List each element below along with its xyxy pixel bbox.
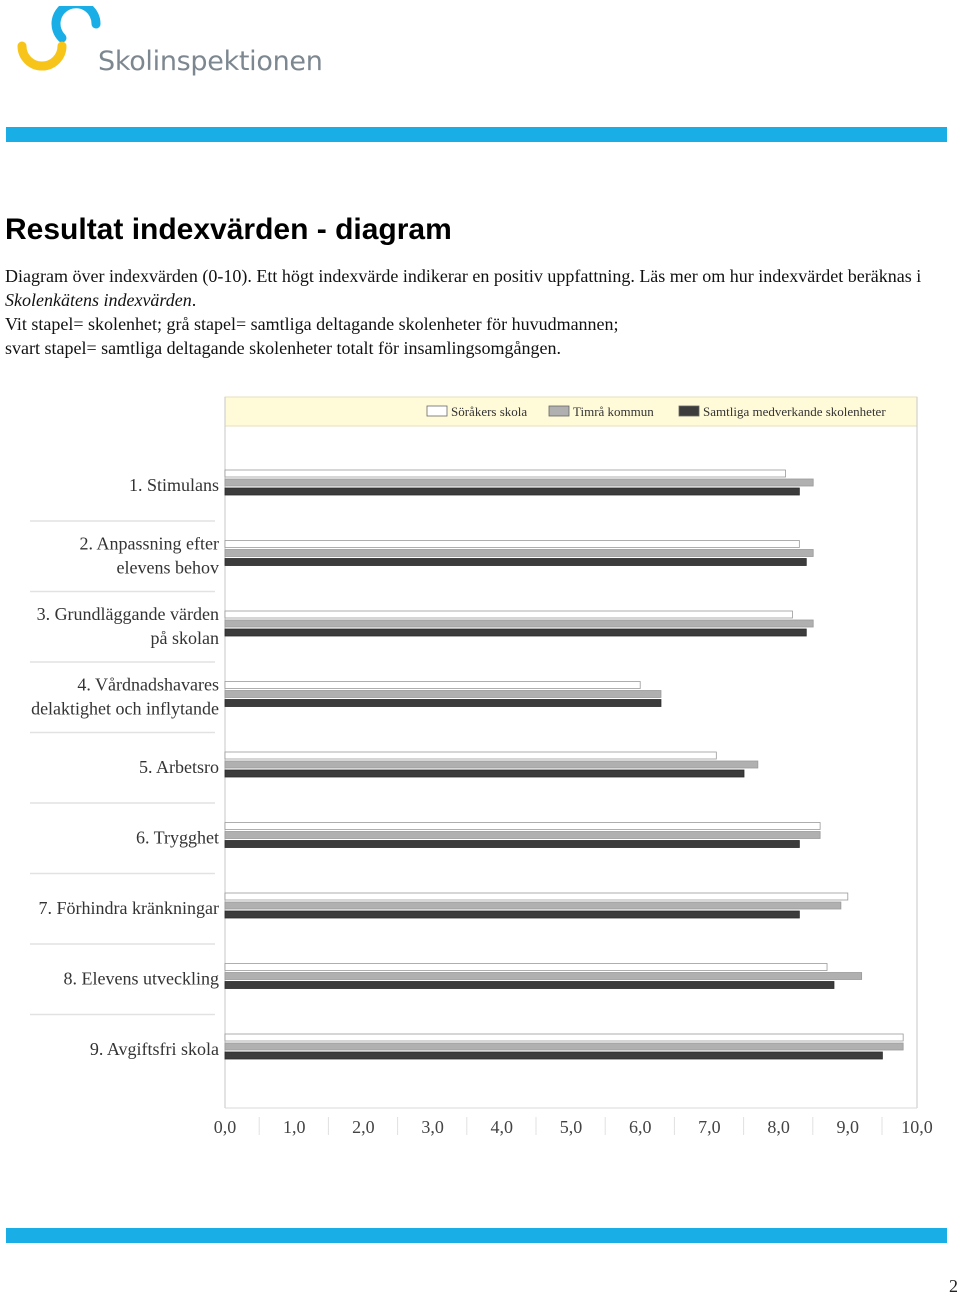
x-tick-label-0: 0,0 — [213, 1117, 237, 1137]
logo-text: Skolinspektionen — [98, 46, 323, 77]
bar-3-3 — [225, 629, 806, 636]
x-tick-label-7: 7,0 — [698, 1117, 721, 1137]
category-label-7: 7. Förhindra kränkningar — [38, 898, 219, 918]
legend-swatch-2 — [549, 406, 569, 416]
bar-7-2 — [225, 902, 841, 909]
bar-5-3 — [225, 770, 744, 777]
bar-8-1 — [225, 964, 827, 971]
logo-blue-arc — [56, 6, 96, 38]
bar-8-3 — [225, 982, 834, 989]
bar-6-2 — [225, 832, 820, 839]
bar-2-1 — [225, 541, 799, 548]
bar-9-1 — [225, 1034, 903, 1041]
bar-3-1 — [225, 611, 792, 618]
intro-paragraph-2: Vit stapel= skolenhet; grå stapel= samtliga deltagande skolenheter för huvudmannen; — [5, 314, 619, 334]
x-tick-label-1: 1,0 — [282, 1117, 306, 1137]
category-label-5: 5. Arbetsro — [139, 757, 219, 777]
category-label-3-line-1: 3. Grundläggande värden — [36, 604, 219, 624]
bar-6-1 — [225, 823, 820, 830]
bar-9-3 — [225, 1052, 882, 1059]
legend-label-2: Timrå kommun — [573, 404, 654, 419]
legend-label-1: Söråkers skola — [451, 404, 528, 419]
index-chart — [0, 390, 960, 1150]
footer-band — [6, 1228, 947, 1243]
bar-3-2 — [225, 620, 813, 627]
category-label-2-line-2: elevens behov — [116, 557, 219, 578]
x-tick-label-3: 3,0 — [421, 1117, 444, 1137]
x-tick-label-4: 4,0 — [490, 1117, 514, 1137]
category-label-6: 6. Trygghet — [135, 827, 219, 848]
intro-paragraph-3: svart stapel= samtliga deltagande skolenheter totalt för insamlingsomgången. — [5, 338, 562, 358]
bar-1-2 — [225, 479, 813, 486]
x-tick-label-10: 10,0 — [901, 1117, 933, 1137]
bar-2-3 — [225, 559, 806, 566]
legend-swatch-1 — [427, 406, 447, 416]
header-band — [6, 127, 947, 142]
bar-6-3 — [225, 841, 799, 848]
category-label-8: 8. Elevens utveckling — [63, 968, 219, 989]
category-label-3-line-2: på skolan — [150, 628, 219, 648]
bar-4-2 — [225, 691, 661, 698]
legend-label-3: Samtliga medverkande skolenheter — [703, 404, 886, 419]
bar-8-2 — [225, 973, 862, 980]
category-label-4-line-1: 4. Vårdnadshavares — [77, 674, 219, 695]
x-tick-label-6: 6,0 — [628, 1117, 652, 1137]
bar-4-3 — [225, 700, 661, 707]
bar-9-2 — [225, 1043, 903, 1050]
x-tick-label-5: 5,0 — [559, 1117, 583, 1137]
chart-svg — [0, 390, 960, 1150]
x-tick-label-9: 9,0 — [836, 1117, 860, 1137]
legend-swatch-3 — [679, 406, 699, 416]
bar-4-1 — [225, 682, 640, 689]
intro-line-1: Diagram över indexvärden (0-10). Ett högt indexvärde indikerar en positiv uppfattning. Läs mer om hur indexvärdet beräknas i — [5, 266, 922, 286]
x-tick-label-2: 2,0 — [352, 1117, 375, 1137]
category-label-2-line-1: 2. Anpassning efter — [79, 533, 219, 554]
bar-2-2 — [225, 550, 813, 557]
intro-reference: Skolenkätens indexvärden — [5, 290, 192, 310]
category-label-9: 9. Avgiftsfri skola — [89, 1039, 219, 1059]
bar-1-3 — [225, 488, 799, 495]
intro-paragraph-1 — [5, 264, 955, 312]
logo — [14, 6, 323, 86]
x-tick-label-8: 8,0 — [767, 1117, 790, 1137]
page-title: Resultat indexvärden - diagram — [5, 213, 452, 246]
bar-5-2 — [225, 761, 758, 768]
logo-mark-icon — [14, 6, 104, 86]
intro-text — [5, 264, 955, 360]
bar-5-1 — [225, 752, 716, 759]
bar-7-3 — [225, 911, 799, 918]
logo-yellow-arc — [22, 46, 62, 66]
category-label-1: 1. Stimulans — [128, 475, 219, 495]
category-label-4-line-2: delaktighet och inflytande — [31, 698, 219, 719]
bar-1-1 — [225, 470, 786, 477]
intro-line-1-end: . — [191, 290, 197, 310]
page-number: 2 — [949, 1276, 958, 1296]
bar-7-1 — [225, 893, 848, 900]
